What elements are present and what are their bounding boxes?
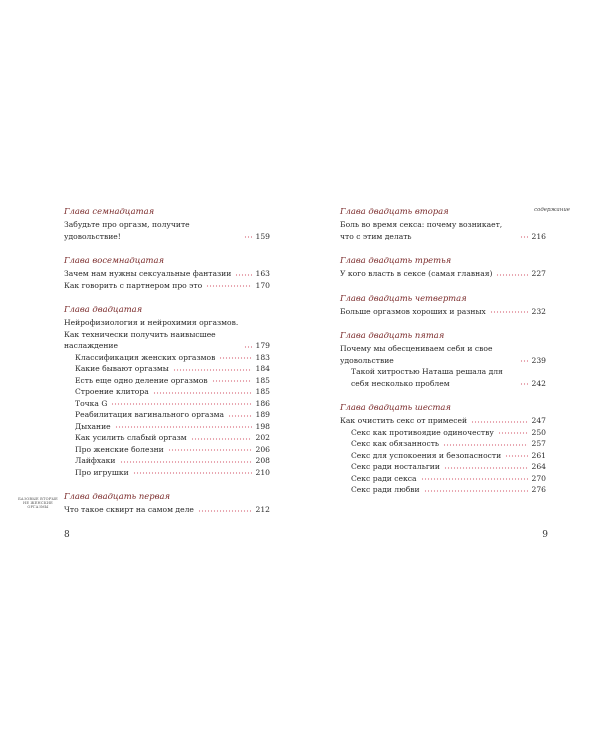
toc-entry[interactable] (64, 317, 270, 352)
toc-entry-title: Секс как противоядие одиночеству (351, 427, 494, 437)
dot-leader (120, 460, 252, 464)
toc-entry-title: Какие бывают оргазмы (75, 364, 169, 373)
toc-entry-title: Как говорить с партнером про это (64, 280, 203, 290)
toc-entry[interactable] (340, 473, 546, 485)
toc-entry-title: Зачем нам нужны сексуальные фантазии (64, 269, 232, 278)
toc-entry[interactable] (340, 366, 546, 389)
chapter-heading: Глава двадцать первая (64, 491, 171, 501)
toc-chapter-section (64, 254, 270, 291)
toc-entry-title: Забудьте про оргазм, получите удовольствие! (64, 220, 190, 241)
toc-entry-page-number: 170 (255, 280, 270, 290)
dot-leader (424, 489, 528, 493)
dot-leader (173, 368, 252, 372)
toc-entry[interactable] (64, 219, 270, 242)
toc-entry-page-number: 189 (255, 410, 270, 419)
toc-entry[interactable] (64, 467, 270, 479)
toc-entry-page-number: 186 (255, 398, 270, 408)
toc-entry-title: Нейрофизиология и нейрохимия оргазмов. Как технически получить наивысшее наслаждение (64, 318, 239, 350)
toc-entry[interactable] (340, 427, 546, 439)
toc-entry-page-number: 270 (531, 473, 546, 483)
toc-entry[interactable] (340, 343, 546, 366)
toc-entry-title: Про игрушки (75, 467, 129, 477)
toc-entry-page-number: 185 (255, 387, 270, 396)
toc-entry-page-number: 184 (255, 364, 270, 373)
toc-entry-page-number: 227 (531, 269, 546, 278)
toc-entry[interactable] (64, 444, 270, 456)
toc-entry-title: Классификация женских оргазмов (75, 352, 216, 362)
toc-chapter-section (64, 205, 270, 242)
dot-leader (168, 448, 252, 452)
dot-leader (111, 402, 251, 406)
dot-leader (498, 431, 528, 435)
toc-chapter-section (340, 329, 546, 389)
toc-entry[interactable] (64, 352, 270, 364)
chapter-heading: Глава двадцать пятая (340, 330, 445, 340)
toc-entry[interactable] (340, 450, 546, 462)
dot-leader (244, 235, 252, 239)
toc-entry[interactable] (340, 415, 546, 427)
right-page (300, 0, 600, 750)
toc-entry-page-number: 247 (531, 416, 546, 425)
toc-entry[interactable] (340, 438, 546, 450)
dot-leader (505, 454, 527, 458)
toc-entry[interactable] (340, 306, 546, 318)
toc-entry-title: Секс ради любви (351, 485, 420, 494)
running-header: содержание (534, 207, 570, 213)
dot-leader (496, 273, 527, 277)
dot-leader (198, 509, 252, 513)
toc-entry[interactable] (64, 398, 270, 410)
toc-entry[interactable] (64, 421, 270, 433)
dot-leader (244, 345, 252, 349)
toc-entry-page-number: 183 (255, 352, 270, 362)
toc-entry[interactable] (64, 375, 270, 387)
toc-entry-title: Реабилитация вагинального оргазма (75, 410, 225, 419)
chapter-heading: Глава двадцать шестая (340, 402, 451, 412)
dot-leader (490, 310, 528, 314)
toc-entry[interactable] (64, 409, 270, 421)
toc-entry[interactable] (64, 363, 270, 375)
toc-chapter-section (340, 401, 546, 496)
toc-entry-title: Лайфхаки (75, 456, 116, 465)
toc-entry-title: Что такое сквирт на самом деле (64, 505, 194, 514)
toc-entry-page-number: 212 (255, 505, 270, 514)
chapter-heading: Глава семнадцатая (64, 206, 155, 216)
toc-entry-title: Как очистить секс от примесей (340, 416, 468, 425)
dot-leader (443, 443, 527, 447)
dot-leader (153, 391, 252, 395)
toc-entry-page-number: 208 (255, 456, 270, 465)
toc-entry-page-number: 179 (255, 341, 270, 350)
toc-column-right (340, 205, 546, 508)
toc-entry[interactable] (340, 219, 546, 242)
toc-chapter-section (64, 490, 270, 516)
toc-entry-title: Строение клитора (75, 387, 149, 396)
dot-leader (206, 284, 251, 288)
toc-chapter-section (340, 205, 546, 242)
toc-entry-page-number: 250 (531, 427, 546, 437)
toc-chapter-section (340, 292, 546, 318)
dot-leader (421, 477, 528, 481)
toc-entry-title: Секс как обязанность (351, 439, 440, 448)
toc-entry-title: Секс для успокоения и безопасности (351, 450, 502, 460)
toc-entry-page-number: 163 (255, 269, 270, 278)
dot-leader (133, 471, 252, 475)
toc-entry-page-number: 242 (531, 378, 546, 388)
dot-leader (115, 425, 252, 429)
toc-chapter-section (64, 303, 270, 478)
toc-entry-title: Есть еще одно деление оргазмов (75, 375, 208, 385)
dot-leader (228, 414, 251, 418)
toc-entry-title: Почему мы обесцениваем себя и свое удовольствие (340, 344, 493, 365)
page-number-left: 8 (64, 530, 70, 540)
toc-entry-title: Такой хитростью Наташа решала для себя несколько проблем (351, 367, 503, 388)
toc-entry[interactable] (340, 461, 546, 473)
toc-entry[interactable] (64, 280, 270, 292)
side-imprint-text: БАЗОВЫЕ ВТОРЫЕ НЕ ЖЕНСКИЕ ОРГАЗМЫ (18, 497, 58, 510)
dot-leader (520, 382, 528, 386)
toc-entry-page-number: 159 (255, 231, 270, 241)
toc-entry-title: Дыхание (75, 421, 111, 431)
chapter-heading: Глава двадцать вторая (340, 206, 449, 216)
toc-entry-title: Больше оргазмов хороших и разных (340, 306, 486, 316)
dot-leader (219, 356, 251, 360)
toc-entry-title: Как усилить слабый оргазм (75, 433, 187, 442)
toc-entry-page-number: 210 (255, 467, 270, 477)
toc-entry-page-number: 216 (531, 231, 546, 241)
dot-leader (520, 235, 528, 239)
chapter-heading: Глава двадцатая (64, 304, 143, 314)
toc-entry-page-number: 202 (255, 433, 270, 442)
toc-entry[interactable] (340, 484, 546, 496)
toc-entry-title: Точка G (75, 398, 108, 408)
toc-entry-title: Секс ради секса (351, 473, 417, 483)
chapter-heading: Глава двадцать третья (340, 255, 452, 265)
toc-entry[interactable] (64, 455, 270, 467)
dot-leader (235, 273, 251, 277)
toc-entry-page-number: 239 (531, 355, 546, 365)
toc-entry-page-number: 257 (531, 439, 546, 448)
toc-entry-page-number: 264 (531, 462, 546, 471)
toc-entry[interactable] (64, 504, 270, 516)
toc-entry-title: Боль во время секса: почему возникает, что с этим делать (340, 220, 503, 241)
page-number-right: 9 (542, 530, 548, 540)
toc-chapter-section (340, 254, 546, 280)
toc-entry-page-number: 276 (531, 485, 546, 494)
toc-entry-page-number: 261 (531, 450, 546, 460)
toc-column-left (64, 205, 270, 528)
toc-entry[interactable] (64, 386, 270, 398)
dot-leader (191, 437, 252, 441)
chapter-heading: Глава восемнадцатая (64, 255, 165, 265)
toc-entry-title: У кого власть в сексе (самая главная) (340, 269, 493, 278)
chapter-heading: Глава двадцать четвертая (340, 292, 467, 303)
toc-entry-page-number: 232 (531, 306, 546, 316)
dot-leader (212, 379, 252, 383)
toc-entry-page-number: 185 (255, 375, 270, 385)
toc-entry[interactable] (340, 268, 546, 280)
dot-leader (444, 466, 528, 470)
toc-entry-title: Секс ради ностальгии (351, 462, 440, 471)
toc-entry-title: Про женские болезни (75, 444, 164, 454)
toc-entry[interactable] (64, 432, 270, 444)
dot-leader (471, 420, 527, 424)
toc-entry-page-number: 206 (255, 444, 270, 454)
toc-entry-page-number: 198 (255, 421, 270, 431)
dot-leader (520, 359, 528, 363)
toc-entry[interactable] (64, 268, 270, 280)
